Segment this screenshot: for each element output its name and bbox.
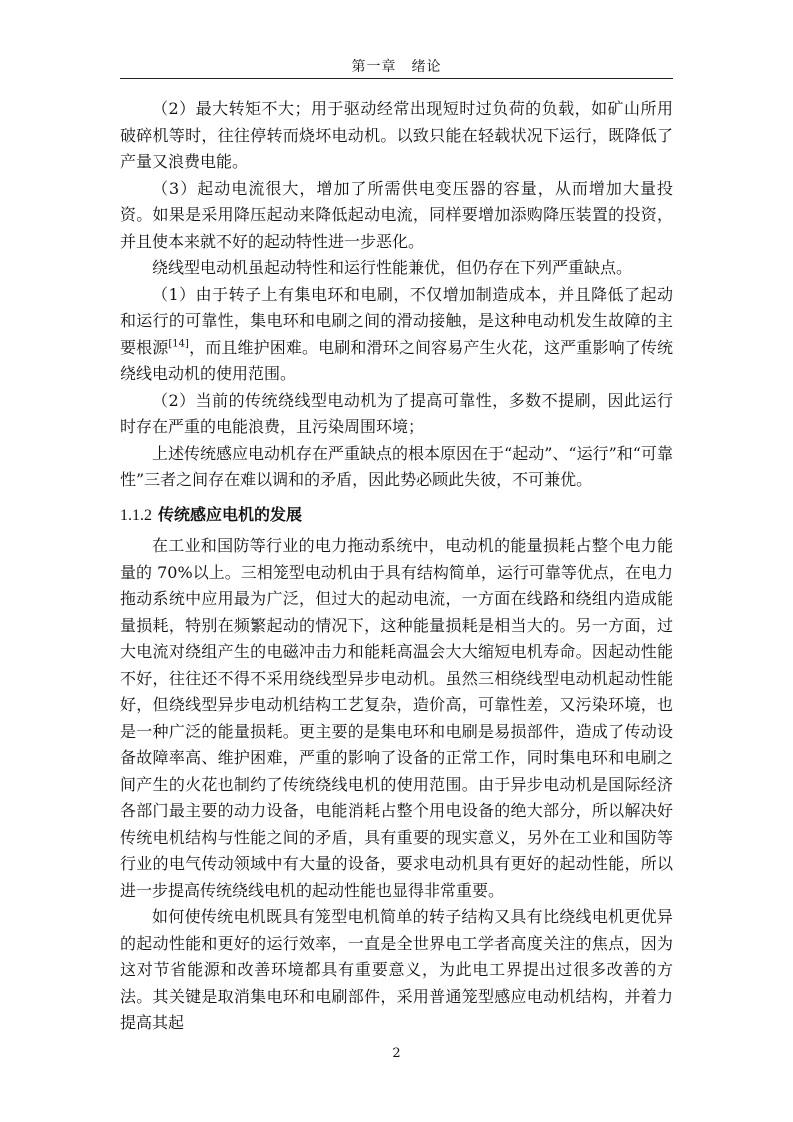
paragraph: 绕线型电动机虽起动特性和运行性能兼优，但仍存在下列严重缺点。 — [152, 258, 633, 277]
paragraph-text: ，而且维护困难。电刷和滑环之间容易产生火花，这严重影响了传统绕线电动机的使用范围。 — [120, 337, 673, 383]
paragraph: （2）当前的传统绕线型电动机为了提高可靠性，多数不提刷，因此运行时存在严重的电能浪费，且污染周围环境； — [120, 390, 673, 436]
paragraph: （3）起动电流很大，增加了所需供电变压器的容量，从而增加大量投资。如果是采用降压起动来降低起动电流，同样要增加添购降压装置的投资，并且使本来就不好的起动特性进一步恶化。 — [120, 178, 673, 251]
paragraph: 在工业和国防等行业的电力拖动系统中，电动机的能量损耗占整个电力能量的 70%以上。三相笼型电动机由于具有结构简单，运行可靠等优点，在电力拖动系统中应用最为广泛，但过大的起动电流，一方面在线路和绕组内造成能量损耗，特别在频繁起动的情况下，这种能量损耗是相当大的。另一方面，过大电流对绕组产生的电磁冲击力和能耗高温会大大缩短电机寿命。因起动性能不好，往往还不得不采用绕线型异步电动机。虽然三相绕线型电动机起动性能好，但绕线型异步电动机结构工艺复杂，造价高，可靠性差，又污染环境，也是一种广泛的能量损耗。更主要的是集电环和电刷是易损部件，造成了传动设备故障率高、维护困难，严重的影响了设备的正常工作，同时集电环和电刷之间产生的火花也制约了传统绕线电机的使用范围。由于异步电动机是国际经济各部门最主要的动力设备，电能消耗占整个用电设备的绝大部分，所以解决好传统电机结构与性能之间的矛盾，具有重要的现实意义，另外在工业和国防等行业的电气传动领域中有大量的设备，要求电动机具有更好的起动性能，所以进一步提高传统绕线电机的起动性能也显得非常重要。 — [120, 536, 673, 900]
paragraph: （2）最大转矩不大；用于驱动经常出现短时过负荷的负载，如矿山所用破碎机等时，往往停转而烧坏电动机。以致只能在轻载状况下运行，既降低了产量又浪费电能。 — [120, 99, 673, 171]
paragraph: 上述传统感应电动机存在严重缺点的根本原因在于“起动”、“运行”和“可靠性”三者之间存在难以调和的矛盾，因此势必顾此失彼，不可兼优。 — [120, 443, 673, 489]
section-number: 1.1.2 — [120, 506, 152, 524]
running-header: 第一章 绪论 — [351, 59, 442, 75]
header-rule — [120, 78, 673, 79]
citation-ref[interactable]: [14] — [168, 338, 189, 350]
paragraph-text: （1）由于转子上有集电环和电刷，不仅增加制造成本，并且降低了起动和运行的可靠性，集电环和电刷之间的滑动接触，是这种电动机发生故障的主要根源 — [120, 284, 673, 357]
paragraph-with-citation — [120, 282, 673, 388]
section-heading — [120, 502, 673, 530]
body-text — [120, 96, 673, 1037]
page-number: 2 — [392, 1046, 401, 1061]
section-title: 传统感应电机的发展 — [158, 504, 303, 524]
paragraph: 如何使传统电机既具有笼型电机简单的转子结构又具有比绕线电机更优异的起动性能和更好的运行效率，一直是全世界电工学者高度关注的焦点，因为这对节省能源和改善环境都具有重要意义，为此电工界提出过很多改善的方法。其关键是取消集电环和电刷部件，采用普通笼型感应电动机结构，并着力提高其起 — [120, 907, 673, 1032]
